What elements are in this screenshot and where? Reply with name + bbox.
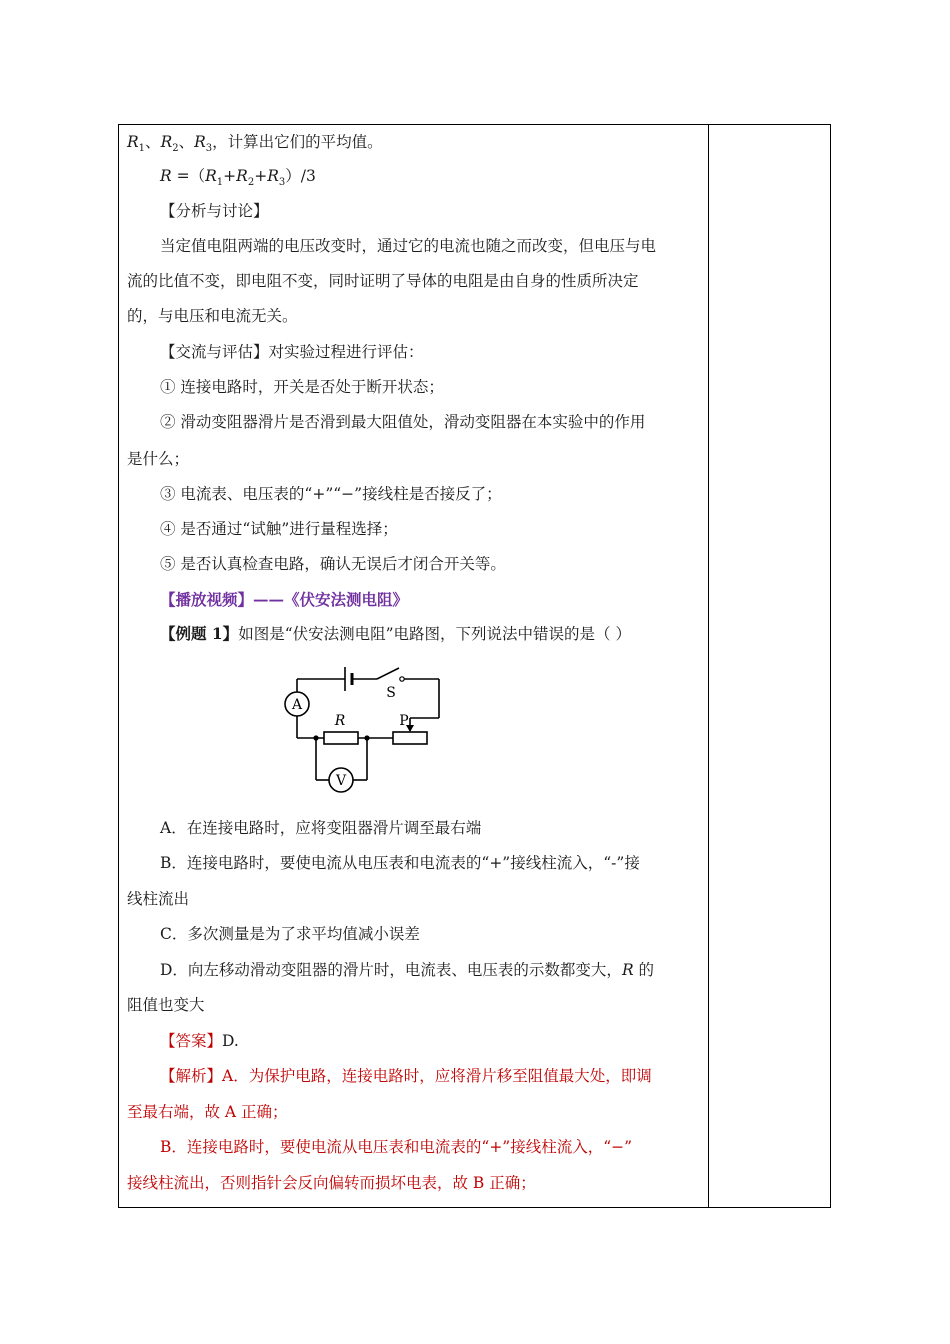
resistor-r-icon — [324, 732, 358, 744]
table-column-divider — [708, 124, 709, 1208]
explanation-line-4: 接线柱流出，否则指针会反向偏转而损坏电表，故 B 正确； — [127, 1174, 536, 1192]
example-text: 如图是“伏安法测电阻”电路图，下列说法中错误的是（ ） — [238, 625, 631, 643]
average-formula: $R =(R_1+R_2+R_3)/3$ — [160, 167, 316, 189]
analysis-heading: 【分析与讨论】 — [160, 202, 269, 220]
evaluation-item-5: ⑤ 是否认真检查电路，确认无误后才闭合开关等。 — [160, 555, 506, 573]
switch-blade — [377, 668, 399, 679]
evaluation-item-2: ② 滑动变阻器滑片是否滑到最大阻值处，滑动变阻器在本实验中的作用 — [160, 413, 646, 431]
answer-value: D. — [222, 1032, 239, 1050]
option-b-cont: 线柱流出 — [127, 890, 190, 908]
answer-line — [160, 1031, 239, 1051]
junction-right — [364, 735, 369, 740]
example-label: 【例题 1】 — [160, 624, 239, 643]
ammeter-label: A — [291, 697, 303, 713]
switch-contact — [400, 677, 404, 681]
evaluation-item-1: ① 连接电路时，开关是否处于断开状态； — [160, 378, 444, 396]
evaluation-item-2-cont: 是什么； — [127, 450, 190, 468]
resistor-label: R — [334, 713, 346, 729]
analysis-line-2: 流的比值不变，即电阻不变，同时证明了导体的电阻是由自身的性质所决定 — [127, 272, 639, 290]
switch-label: S — [386, 685, 396, 701]
analysis-line-1: 当定值电阻两端的电压改变时，通过它的电流也随之而改变，但电压与电 — [160, 237, 657, 255]
option-c: C．多次测量是为了求平均值减小误差 — [160, 925, 420, 943]
junction-left — [313, 735, 318, 740]
option-b: B．连接电路时，要使电流从电压表和电流表的“+”接线柱流入，“-”接 — [160, 854, 640, 872]
slider-label: P — [399, 713, 409, 729]
explanation-line-3: B．连接电路时，要使电流从电压表和电流表的“+”接线柱流入，“−” — [160, 1138, 633, 1156]
resistance-list-line: $R_1$、$R_2$、$R_3$，计算出它们的平均值。 — [127, 133, 383, 155]
evaluation-heading: 【交流与评估】对实验过程进行评估： — [160, 343, 424, 361]
answer-label: 【答案】 — [160, 1032, 223, 1050]
analysis-line-3: 的，与电压和电流无关。 — [127, 307, 298, 325]
evaluation-item-3: ③ 电流表、电压表的“+”“−”接线柱是否接反了； — [160, 485, 502, 503]
rheostat-icon — [393, 732, 427, 744]
circuit-diagram — [281, 654, 451, 804]
explanation-line-2: 至最右端，故 A 正确； — [127, 1103, 288, 1121]
option-d-cont: 阻值也变大 — [127, 996, 205, 1014]
example-question — [160, 624, 631, 644]
option-a: A．在连接电路时，应将变阻器滑片调至最右端 — [160, 819, 482, 837]
voltmeter-label: V — [335, 773, 347, 789]
evaluation-item-4: ④ 是否通过“试触”进行量程选择； — [160, 520, 398, 538]
explanation-line-1: 【解析】A．为保护电路，连接电路时，应将滑片移至阻值最大处，即调 — [160, 1067, 652, 1085]
video-heading: 【播放视频】——《伏安法测电阻》 — [160, 590, 409, 609]
option-d: D．向左移动滑动变阻器的滑片时，电流表、电压表的示数都变大，R 的 — [160, 961, 655, 979]
